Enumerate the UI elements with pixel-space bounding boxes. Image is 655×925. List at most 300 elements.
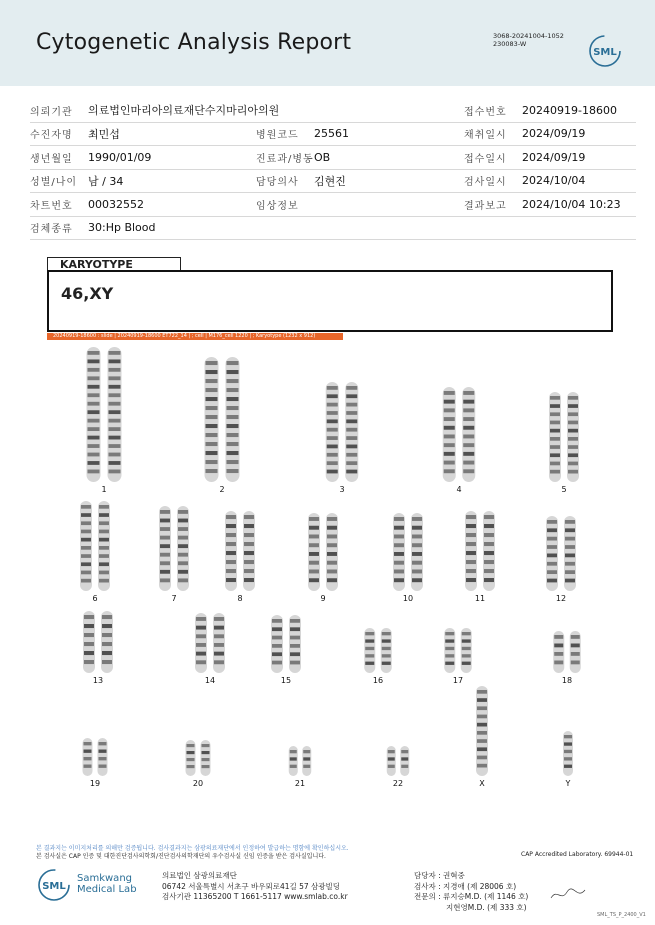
chromosome-band bbox=[568, 437, 578, 441]
chromosome-band bbox=[568, 470, 578, 474]
chromosome-band bbox=[565, 570, 575, 574]
chromosome-band bbox=[160, 544, 170, 548]
chromosome-band bbox=[401, 750, 408, 753]
chromosome-band bbox=[272, 619, 282, 623]
clinical-info-label: 임상정보 bbox=[256, 193, 314, 217]
chromosome-band bbox=[81, 521, 91, 525]
chromosome-band bbox=[99, 521, 109, 525]
chromosome-band bbox=[81, 538, 91, 542]
chromosome-band bbox=[554, 635, 563, 639]
chromosome-band bbox=[244, 533, 254, 537]
chromosome-band bbox=[206, 406, 218, 410]
chromosome-label-8: 8 bbox=[237, 594, 243, 603]
chromosome-band bbox=[346, 403, 357, 407]
dob-label: 생년월일 bbox=[30, 146, 88, 170]
chromosome-band bbox=[109, 368, 121, 372]
doctor: 김현진 bbox=[314, 169, 464, 193]
chromosome-band bbox=[463, 435, 474, 439]
chromosome-label-5: 5 bbox=[561, 485, 567, 494]
chromosome-band bbox=[346, 445, 357, 449]
chromosome-band bbox=[160, 561, 170, 565]
chromosome-band bbox=[463, 417, 474, 421]
chromosome-band bbox=[290, 757, 297, 760]
chromosome-band bbox=[290, 652, 300, 656]
chromosome-label-X: X bbox=[479, 779, 485, 788]
cap-accreditation: CAP Accredited Laboratory. 69944-01 bbox=[521, 851, 634, 858]
chromosome-11 bbox=[465, 511, 477, 591]
chromosome-13 bbox=[101, 611, 113, 673]
chromosome-label-18: 18 bbox=[561, 676, 573, 685]
chromosome-band bbox=[394, 570, 404, 574]
chromosome-band bbox=[571, 635, 580, 639]
chromosome-band bbox=[272, 652, 282, 656]
chromosome-band bbox=[394, 552, 404, 556]
document-id bbox=[493, 32, 564, 48]
chromosome-band bbox=[382, 654, 391, 657]
chromosome-band bbox=[309, 543, 319, 547]
collection-date-label: 채취일시 bbox=[464, 122, 522, 146]
chromosome-band bbox=[477, 698, 487, 702]
lab-address bbox=[162, 871, 348, 903]
chromosome-band bbox=[81, 562, 91, 566]
chromosome-band bbox=[88, 385, 100, 389]
info-row bbox=[30, 99, 636, 122]
footer-note-1: 본 결과지는 이미지처리를 의해만 검증됩니다. 검사결과지는 삼광의료재단에서 인정하여 발급하는 명함에 확인하십시오. bbox=[36, 845, 349, 852]
chromosome-band bbox=[550, 437, 560, 441]
chromosome-band bbox=[206, 460, 218, 464]
chromosome-band bbox=[484, 578, 494, 582]
chromosome-band bbox=[462, 654, 471, 657]
chromosome-band bbox=[81, 579, 91, 583]
chromosome-band bbox=[226, 524, 236, 528]
chromosome-band bbox=[178, 536, 188, 540]
chromosome-band bbox=[365, 654, 374, 657]
chromosome-band bbox=[412, 578, 422, 582]
chromosome-band bbox=[365, 632, 374, 635]
chromosome-band bbox=[550, 421, 560, 425]
chromosome-band bbox=[444, 408, 455, 412]
chromosome-band bbox=[444, 443, 455, 447]
chromosome-band bbox=[466, 551, 476, 555]
chromosome-label-21: 21 bbox=[294, 779, 306, 788]
chromosome-band bbox=[102, 624, 112, 628]
chromosome-17 bbox=[444, 628, 455, 673]
chromosome-band bbox=[99, 562, 109, 566]
chromosome-band bbox=[88, 419, 100, 423]
chromosome-18 bbox=[570, 631, 581, 673]
chromosome-band bbox=[102, 633, 112, 637]
chromosome-band bbox=[327, 394, 338, 398]
chromosome-band bbox=[346, 386, 357, 390]
chromosome-band bbox=[484, 542, 494, 546]
chromosome-band bbox=[547, 520, 557, 524]
chromosome-band bbox=[394, 517, 404, 521]
hospital-code-label: 병원코드 bbox=[256, 122, 314, 146]
chart-no: 00032552 bbox=[88, 193, 256, 217]
chromosome-label-Y: Y bbox=[565, 779, 571, 788]
chromosome-label-17: 17 bbox=[452, 676, 464, 685]
chromosome-label-2: 2 bbox=[219, 485, 225, 494]
chromosome-band bbox=[309, 570, 319, 574]
chromosome-band bbox=[346, 470, 357, 474]
chromosome-band bbox=[99, 757, 107, 760]
chromosome-band bbox=[327, 535, 337, 539]
chromosome-band bbox=[109, 351, 121, 355]
chromosome-band bbox=[196, 652, 206, 656]
addr-line2: 06742 서울특별시 서초구 바우뫼로41길 57 삼광빌딩 bbox=[162, 881, 341, 891]
chromosome-band bbox=[412, 570, 422, 574]
chromosome-band bbox=[214, 660, 224, 664]
chromosome-band bbox=[365, 647, 374, 650]
chromosome-band bbox=[88, 376, 100, 380]
chromosome-4 bbox=[443, 387, 456, 482]
chromosome-band bbox=[327, 561, 337, 565]
chromosome-band bbox=[109, 393, 121, 397]
chromosome-band bbox=[466, 542, 476, 546]
samkwang-logo-text: SML bbox=[42, 881, 66, 892]
chromosome-band bbox=[463, 443, 474, 447]
patient-info-table bbox=[30, 99, 636, 240]
chromosome-band bbox=[444, 452, 455, 456]
chromosome-14 bbox=[213, 613, 225, 673]
chromosome-band bbox=[401, 765, 408, 768]
chromosome-3 bbox=[326, 382, 339, 482]
report-header bbox=[0, 0, 655, 86]
chromosome-band bbox=[226, 560, 236, 564]
footer-note-2: 본 검사실은 CAP 인증 및 대한진단검사의학회/진단검사의학재단의 우수검사실 신임 인증을 받은 검사실입니다. bbox=[36, 853, 326, 860]
chromosome-band bbox=[565, 579, 575, 583]
chromosome-band bbox=[477, 764, 487, 768]
chromosome-band bbox=[196, 617, 206, 621]
chromosome-band bbox=[327, 453, 338, 457]
chromosome-band bbox=[568, 453, 578, 457]
chromosome-label-20: 20 bbox=[192, 779, 204, 788]
chromosome-band bbox=[99, 554, 109, 558]
chromosome-band bbox=[365, 662, 374, 665]
chromosome-12 bbox=[564, 516, 576, 591]
chromosome-band bbox=[463, 461, 474, 465]
chromosome-band bbox=[109, 427, 121, 431]
chromosome-band bbox=[272, 627, 282, 631]
chromosome-band bbox=[226, 569, 236, 573]
chromosome-band bbox=[477, 723, 487, 727]
chromosome-band bbox=[444, 426, 455, 430]
form-code: SML_TS_P_2400_V1 bbox=[597, 912, 646, 918]
chromosome-band bbox=[109, 402, 121, 406]
chromosome-band bbox=[309, 552, 319, 556]
chromosome-11 bbox=[483, 511, 495, 591]
chromosome-14 bbox=[195, 613, 207, 673]
chromosome-4 bbox=[462, 387, 475, 482]
chromosome-band bbox=[394, 561, 404, 565]
chromosome-label-15: 15 bbox=[280, 676, 292, 685]
document-id-line2: 230083-W bbox=[493, 40, 527, 48]
staff-line4: 지현영M.D. (제 333 호) bbox=[446, 902, 527, 912]
chromosome-label-13: 13 bbox=[92, 676, 104, 685]
chromosome-band bbox=[109, 453, 121, 457]
chromosome-band bbox=[463, 469, 474, 473]
chromosome-5 bbox=[549, 392, 561, 482]
chromosome-band bbox=[178, 578, 188, 582]
chromosome-band bbox=[214, 652, 224, 656]
dob: 1990/01/09 bbox=[88, 146, 256, 170]
chromosome-band bbox=[462, 647, 471, 650]
lab-name-line2: Medical Lab bbox=[77, 884, 137, 895]
info-row bbox=[30, 122, 636, 146]
chromosome-band bbox=[466, 524, 476, 528]
chromosome-band bbox=[568, 445, 578, 449]
chromosome-band bbox=[547, 528, 557, 532]
chromosome-band bbox=[88, 410, 100, 414]
chromosome-X bbox=[476, 686, 488, 776]
info-row bbox=[30, 193, 636, 217]
chromosome-band bbox=[88, 368, 100, 372]
chromosome-band bbox=[290, 750, 297, 753]
chromosome-band bbox=[445, 639, 454, 642]
chromosome-band bbox=[244, 578, 254, 582]
chromosome-band bbox=[99, 530, 109, 534]
chromosome-band bbox=[160, 570, 170, 574]
chromosome-band bbox=[564, 750, 572, 753]
chromosome-band bbox=[309, 535, 319, 539]
chromosome-band bbox=[346, 394, 357, 398]
chromosome-band bbox=[547, 545, 557, 549]
chromosome-band bbox=[102, 615, 112, 619]
chromosome-band bbox=[550, 453, 560, 457]
test-date-label: 검사일시 bbox=[464, 169, 522, 193]
chromosome-band bbox=[206, 442, 218, 446]
chromosome-17 bbox=[461, 628, 472, 673]
dept: OB bbox=[314, 146, 464, 170]
chromosome-band bbox=[178, 519, 188, 523]
chromosome-band bbox=[109, 444, 121, 448]
chromosome-band bbox=[382, 647, 391, 650]
chromosome-band bbox=[99, 513, 109, 517]
chromosome-band bbox=[88, 393, 100, 397]
chromosome-band bbox=[565, 537, 575, 541]
chromosome-band bbox=[412, 526, 422, 530]
dept-label: 진료과/병동 bbox=[256, 146, 314, 170]
chromosome-band bbox=[226, 533, 236, 537]
chromosome-band bbox=[202, 751, 210, 754]
chromosome-band bbox=[382, 662, 391, 665]
chromosome-Y bbox=[563, 731, 573, 776]
chromosome-band bbox=[244, 551, 254, 555]
sex-age-label: 성별/나이 bbox=[30, 169, 88, 193]
chromosome-band bbox=[88, 444, 100, 448]
chromosome-band bbox=[290, 627, 300, 631]
chromosome-band bbox=[346, 453, 357, 457]
chromosome-band bbox=[88, 351, 100, 355]
chromosome-band bbox=[109, 470, 121, 474]
chromosome-group bbox=[80, 347, 581, 776]
chromosome-12 bbox=[546, 516, 558, 591]
chromosome-band bbox=[382, 632, 391, 635]
chromosome-1 bbox=[108, 347, 122, 482]
chromosome-6 bbox=[98, 501, 110, 591]
chromosome-band bbox=[81, 546, 91, 550]
staff-line2: 검사자 : 지경애 (제 28006 호) bbox=[414, 881, 517, 891]
info-row bbox=[30, 146, 636, 170]
chromosome-band bbox=[196, 634, 206, 638]
chromosome-band bbox=[568, 462, 578, 466]
chromosome-band bbox=[206, 361, 218, 365]
chromosome-band bbox=[227, 442, 239, 446]
chromosome-band bbox=[463, 408, 474, 412]
chromosome-band bbox=[564, 735, 572, 738]
chromosome-band bbox=[187, 744, 195, 747]
chromosome-band bbox=[290, 765, 297, 768]
chromosome-band bbox=[327, 470, 338, 474]
collection-date: 2024/09/19 bbox=[522, 122, 636, 146]
chromosome-band bbox=[327, 428, 338, 432]
chromosome-band bbox=[109, 419, 121, 423]
chromosome-band bbox=[568, 412, 578, 416]
chromosome-band bbox=[477, 731, 487, 735]
chromosome-band bbox=[550, 396, 560, 400]
chromosome-band bbox=[206, 397, 218, 401]
chromosome-band bbox=[554, 644, 563, 648]
chromosome-band bbox=[290, 619, 300, 623]
karyogram-caption-bar: 20240919-18600 : slide | 20240919-18600 ET722_14 | ; cell | M176_cell 1220 | ; Karyotype (1232 x 912) bbox=[47, 333, 343, 340]
chromosome-band bbox=[388, 750, 395, 753]
chromosome-band bbox=[272, 644, 282, 648]
chromosome-band bbox=[84, 660, 94, 664]
chromosome-band bbox=[564, 765, 572, 768]
chromosome-band bbox=[227, 460, 239, 464]
report-title: Cytogenetic Analysis Report bbox=[36, 30, 352, 55]
chromosome-band bbox=[382, 639, 391, 642]
chromosome-band bbox=[202, 744, 210, 747]
chromosome-label-7: 7 bbox=[171, 594, 177, 603]
chromosome-band bbox=[571, 661, 580, 665]
chromosome-band bbox=[444, 461, 455, 465]
chromosome-8 bbox=[225, 511, 237, 591]
chromosome-band bbox=[196, 643, 206, 647]
chromosome-band bbox=[394, 526, 404, 530]
chromosome-5 bbox=[567, 392, 579, 482]
chromosome-band bbox=[445, 632, 454, 635]
chromosome-band bbox=[327, 436, 338, 440]
chromosome-label-12: 12 bbox=[555, 594, 567, 603]
chromosome-band bbox=[554, 661, 563, 665]
chromosome-label-16: 16 bbox=[372, 676, 384, 685]
chromosome-band bbox=[477, 715, 487, 719]
staff-line1: 담당자 : 권혁중 bbox=[414, 871, 465, 880]
chromosome-band bbox=[88, 436, 100, 440]
chromosome-band bbox=[81, 513, 91, 517]
chromosome-band bbox=[290, 661, 300, 665]
chromosome-10 bbox=[411, 513, 423, 591]
karyotype-result: 46,XY bbox=[61, 284, 114, 303]
chromosome-band bbox=[227, 451, 239, 455]
chromosome-band bbox=[99, 538, 109, 542]
hospital-code: 25561 bbox=[314, 122, 464, 146]
addr-line1: 의료법인 삼광의료재단 bbox=[162, 871, 237, 880]
chromosome-band bbox=[81, 530, 91, 534]
chromosome-label-10: 10 bbox=[402, 594, 414, 603]
chromosome-band bbox=[109, 436, 121, 440]
chromosome-band bbox=[550, 404, 560, 408]
chromosome-band bbox=[565, 562, 575, 566]
chromosome-band bbox=[160, 553, 170, 557]
chromosome-band bbox=[109, 359, 121, 363]
receipt-date: 2024/09/19 bbox=[522, 146, 636, 170]
chromosome-8 bbox=[243, 511, 255, 591]
chromosome-band bbox=[99, 742, 107, 745]
chromosome-band bbox=[463, 452, 474, 456]
chromosome-label-4: 4 bbox=[456, 485, 462, 494]
chromosome-band bbox=[187, 758, 195, 761]
chromosome-9 bbox=[326, 513, 338, 591]
chromosome-band bbox=[484, 551, 494, 555]
chromosome-band bbox=[466, 560, 476, 564]
receipt-no: 20240919-18600 bbox=[522, 99, 636, 122]
chromosome-band bbox=[178, 510, 188, 514]
chromosome-band bbox=[99, 571, 109, 575]
chromosome-band bbox=[466, 515, 476, 519]
chromosome-band bbox=[206, 379, 218, 383]
chromosome-band bbox=[327, 517, 337, 521]
chromosome-band bbox=[550, 429, 560, 433]
chromosome-band bbox=[214, 634, 224, 638]
chromosome-18 bbox=[553, 631, 564, 673]
chromosome-band bbox=[88, 359, 100, 363]
chromosome-band bbox=[547, 554, 557, 558]
chromosome-band bbox=[178, 553, 188, 557]
patient-name-label: 수진자명 bbox=[30, 122, 88, 146]
chromosome-16 bbox=[381, 628, 392, 673]
chromosome-band bbox=[327, 411, 338, 415]
chromosome-band bbox=[401, 757, 408, 760]
chromosome-band bbox=[550, 445, 560, 449]
chromosome-band bbox=[327, 526, 337, 530]
chromosome-band bbox=[88, 453, 100, 457]
chromosome-15 bbox=[289, 615, 301, 673]
chromosome-band bbox=[394, 578, 404, 582]
chromosome-band bbox=[484, 560, 494, 564]
chromosome-band bbox=[568, 429, 578, 433]
chromosome-band bbox=[226, 515, 236, 519]
chromosome-band bbox=[102, 660, 112, 664]
chromosome-band bbox=[463, 426, 474, 430]
chromosome-band bbox=[565, 545, 575, 549]
chromosome-band bbox=[346, 436, 357, 440]
chromosome-22 bbox=[400, 746, 409, 776]
chromosome-band bbox=[412, 543, 422, 547]
chromosome-band bbox=[346, 411, 357, 415]
chromosome-band bbox=[206, 451, 218, 455]
chromosome-band bbox=[272, 661, 282, 665]
lab-name-line1: Samkwang bbox=[77, 873, 132, 884]
chromosome-band bbox=[187, 765, 195, 768]
chromosome-7 bbox=[177, 506, 189, 591]
chromosome-band bbox=[477, 756, 487, 760]
chromosome-band bbox=[227, 415, 239, 419]
chromosome-band bbox=[554, 652, 563, 656]
chromosome-band bbox=[187, 751, 195, 754]
chromosome-band bbox=[99, 546, 109, 550]
chromosome-13 bbox=[83, 611, 95, 673]
chromosome-band bbox=[227, 379, 239, 383]
sex-age: 남 / 34 bbox=[88, 169, 256, 193]
karyogram-image bbox=[40, 345, 620, 795]
chromosome-label-22: 22 bbox=[392, 779, 404, 788]
chromosome-band bbox=[327, 570, 337, 574]
chromosome-9 bbox=[308, 513, 320, 591]
chromosome-band bbox=[412, 561, 422, 565]
chromosome-band bbox=[327, 419, 338, 423]
